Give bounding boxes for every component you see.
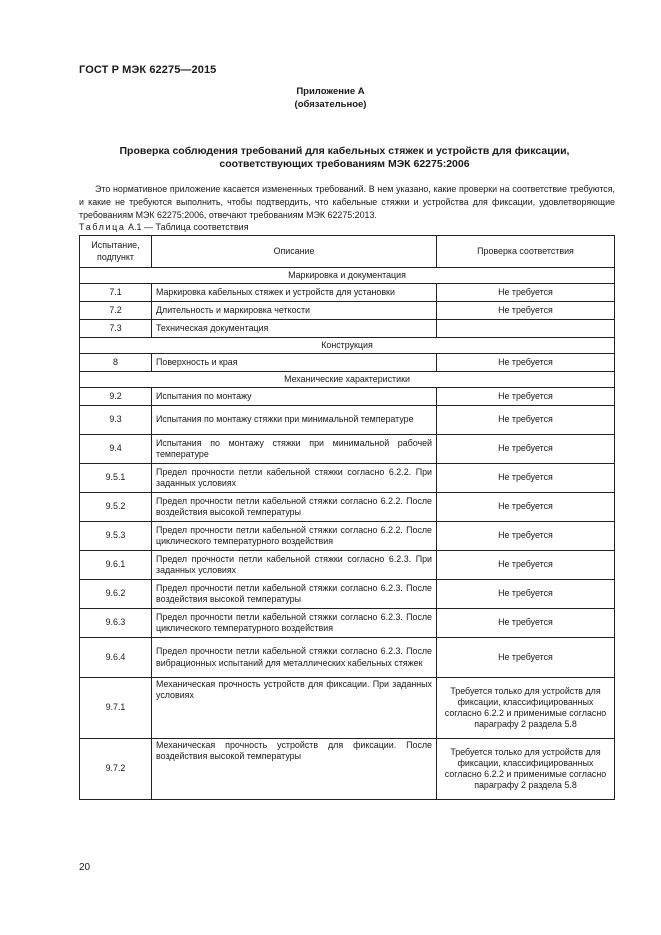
- table-row: [80, 739, 615, 800]
- row-check: [437, 320, 615, 338]
- section-title: Конструкция: [80, 338, 615, 354]
- section-row: [80, 268, 615, 284]
- document-header: ГОСТ Р МЭК 62275—2015: [79, 64, 217, 76]
- row-description: Механическая прочность устройств для фиксации. При заданных условиях: [152, 678, 437, 739]
- clause-number: 9.4: [80, 435, 152, 464]
- annex-subtitle: (обязательное): [294, 99, 367, 110]
- row-description: Маркировка кабельных стяжек и устройств для установки: [152, 284, 437, 302]
- clause-number: 9.5.1: [80, 464, 152, 493]
- row-check: Не требуется: [437, 354, 615, 372]
- row-check: Не требуется: [437, 522, 615, 551]
- annex-title: Приложение А: [296, 86, 365, 97]
- document-title-line-1: Проверка соблюдения требований для кабельных стяжек и устройств для фиксации,: [119, 145, 570, 157]
- clause-number: 9.2: [80, 388, 152, 406]
- row-description: Предел прочности петли кабельной стяжки согласно 6.2.3. При заданных условиях: [152, 551, 437, 580]
- row-check: Не требуется: [437, 609, 615, 638]
- intro-text: Это нормативное приложение касается измененных требований. В нем указано, какие проверки на соответствие требуются, и какие не требуются выполнить, чтобы подтвердить, что кабельные стяжки и устройства для фиксации, удовлетворяющие требованиям МЭК 62275:2006, отвечают требованиям МЭК 62275:2013.: [79, 184, 615, 220]
- clause-number: 9.6.2: [80, 580, 152, 609]
- clause-number: 9.6.3: [80, 609, 152, 638]
- table-caption-prefix: Таблица: [79, 222, 126, 232]
- row-check: Требуется только для устройств для фиксации, классифицированных согласно 6.2.2 и применимые согласно параграфу 2 раздела 5.8: [437, 678, 615, 739]
- clause-number: 9.5.3: [80, 522, 152, 551]
- table-row: [80, 406, 615, 435]
- row-check: Не требуется: [437, 284, 615, 302]
- clause-number: 9.6.4: [80, 638, 152, 678]
- clause-number: 8: [80, 354, 152, 372]
- header-description: Описание: [152, 236, 437, 268]
- row-check: Не требуется: [437, 638, 615, 678]
- row-check: Не требуется: [437, 388, 615, 406]
- table-header-row: [80, 236, 615, 268]
- row-check: Не требуется: [437, 580, 615, 609]
- clause-number: 9.6.1: [80, 551, 152, 580]
- table-row: [80, 435, 615, 464]
- row-description: Предел прочности петли кабельной стяжки согласно 6.2.2. После воздействия высокой температуры: [152, 493, 437, 522]
- row-description: Техническая документация: [152, 320, 437, 338]
- row-description: Предел прочности петли кабельной стяжки согласно 6.2.3. После циклического температурного воздействия: [152, 609, 437, 638]
- table-row: [80, 638, 615, 678]
- table-row: [80, 522, 615, 551]
- table-row: [80, 284, 615, 302]
- row-check: Не требуется: [437, 406, 615, 435]
- table-row: [80, 580, 615, 609]
- compliance-table: [79, 235, 615, 800]
- row-description: Предел прочности петли кабельной стяжки согласно 6.2.3. После воздействия высокой температуры: [152, 580, 437, 609]
- section-row: [80, 338, 615, 354]
- header-test-clause: Испытание, подпункт: [80, 236, 152, 268]
- table-row: [80, 302, 615, 320]
- table-row: [80, 678, 615, 739]
- table-row: [80, 464, 615, 493]
- row-check: Требуется только для устройств для фиксации, классифицированных согласно 6.2.2 и применимые согласно параграфу 2 раздела 5.8: [437, 739, 615, 800]
- table-caption: [79, 222, 249, 232]
- table-caption-label: А.1 — Таблица соответствия: [128, 222, 249, 232]
- document-title-line-2: соответствующих требованиям МЭК 62275:2006: [219, 158, 470, 170]
- row-check: Не требуется: [437, 551, 615, 580]
- page-number: 20: [79, 862, 91, 873]
- clause-number: 7.1: [80, 284, 152, 302]
- row-description: Предел прочности петли кабельной стяжки согласно 6.2.2. После циклического температурного воздействия: [152, 522, 437, 551]
- row-description: Поверхность и края: [152, 354, 437, 372]
- row-description: Предел прочности петли кабельной стяжки согласно 6.2.3. После вибрационных испытаний для металлических кабельных стяжек: [152, 638, 437, 678]
- clause-number: 7.2: [80, 302, 152, 320]
- row-description: Испытания по монтажу: [152, 388, 437, 406]
- row-description: Механическая прочность устройств для фиксации. После воздействия высокой температуры: [152, 739, 437, 800]
- section-title: Механические характеристики: [80, 372, 615, 388]
- row-check: Не требуется: [437, 435, 615, 464]
- header-compliance-check: Проверка соответствия: [437, 236, 615, 268]
- table-row: [80, 388, 615, 406]
- row-check: Не требуется: [437, 493, 615, 522]
- clause-number: 9.5.2: [80, 493, 152, 522]
- section-title: Маркировка и документация: [80, 268, 615, 284]
- table-row: [80, 551, 615, 580]
- clause-number: 9.3: [80, 406, 152, 435]
- row-description: Испытания по монтажу стяжки при минимальной рабочей температуре: [152, 435, 437, 464]
- row-check: Не требуется: [437, 302, 615, 320]
- row-description: Испытания по монтажу стяжки при минимальной температуре: [152, 406, 437, 435]
- row-description: Предел прочности петли кабельной стяжки согласно 6.2.2. При заданных условиях: [152, 464, 437, 493]
- row-check: Не требуется: [437, 464, 615, 493]
- clause-number: 9.7.2: [80, 739, 152, 800]
- clause-number: 7.3: [80, 320, 152, 338]
- row-description: Длительность и маркировка четкости: [152, 302, 437, 320]
- intro-paragraph: [79, 183, 615, 221]
- table-row: [80, 354, 615, 372]
- table-row: [80, 609, 615, 638]
- clause-number: 9.7.1: [80, 678, 152, 739]
- table-row: [80, 493, 615, 522]
- table-row: [80, 320, 615, 338]
- section-row: [80, 372, 615, 388]
- document-title: [79, 145, 610, 171]
